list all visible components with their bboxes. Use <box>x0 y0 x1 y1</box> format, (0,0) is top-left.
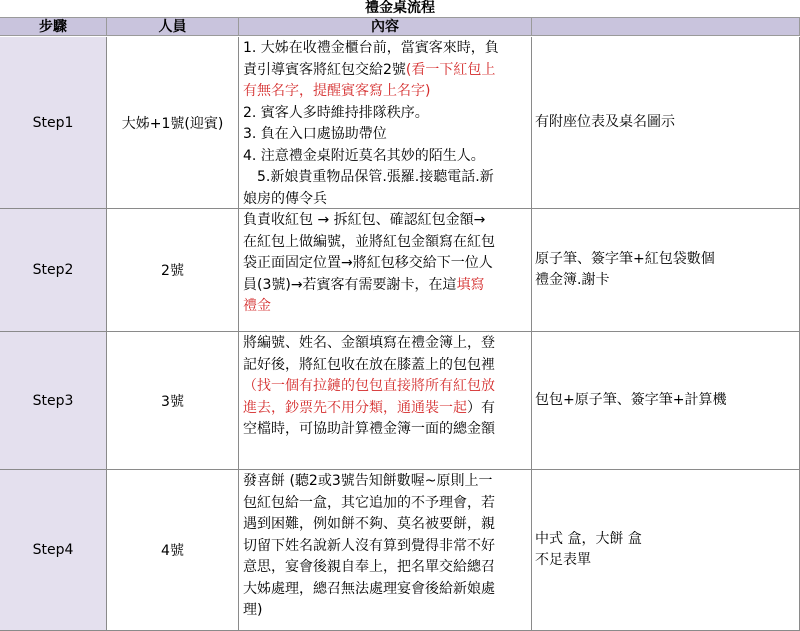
note-text <box>535 529 642 571</box>
content-line <box>243 146 529 168</box>
content-line <box>243 493 529 515</box>
step-cell: Step4 <box>0 470 107 631</box>
staff-cell: 大姊+1號(迎賓) <box>107 37 239 209</box>
sheet-title: 禮金桌流程 <box>0 0 800 18</box>
content-text: 發喜餅 (聽2或3號告知餅數喔~原則上一 <box>243 473 493 489</box>
content-line <box>243 419 529 441</box>
note-line: 原子筆、簽字筆+紅包袋數個 <box>535 251 715 267</box>
content-line <box>243 103 529 125</box>
content-text: (看一下紅包上 <box>405 61 496 78</box>
note-cell <box>532 209 800 332</box>
note-text <box>535 390 726 411</box>
content-text: 包紅包給一盒，其它追加的不予理會，若 <box>243 494 495 511</box>
content-text: 將編號、姓名、金額填寫在禮金簿上，登 <box>243 335 495 351</box>
content-text: 娘房的傳令兵 <box>243 190 327 207</box>
step-cell: Step2 <box>0 209 107 332</box>
content-cell <box>239 209 532 332</box>
content-line <box>243 167 529 189</box>
content-text: 在紅包上做編號，並將紅包金額寫在紅包 <box>243 233 495 250</box>
note-cell <box>532 37 800 209</box>
header-content: 內容 <box>239 18 532 36</box>
content-line <box>243 333 529 355</box>
content-text: 禮金 <box>243 298 271 314</box>
content-line <box>243 376 529 398</box>
note-text <box>535 249 715 291</box>
content-line <box>243 81 529 103</box>
content-text: 2. 賓客人多時維持排隊秩序。 <box>243 104 429 121</box>
content-cell <box>239 332 532 470</box>
content-text: 意思，宴會後親自奉上，把名單交給總召 <box>243 559 495 575</box>
content-text: （找一個有拉鏈的包包直接將所有紅包放 <box>243 378 495 394</box>
content-text: 3. 負在入口處協助帶位 <box>243 126 387 142</box>
content-text: 有無名字，提醒賓客寫上名字) <box>243 83 431 99</box>
step-cell: Step3 <box>0 332 107 470</box>
content-text: 1. 大姊在收禮金櫃台前，當賓客來時，負 <box>243 40 499 56</box>
content-text: 責引導賓客將紅包交給2號 <box>243 61 406 78</box>
content-line <box>243 514 529 536</box>
note-line: 不足表單 <box>535 552 591 568</box>
content-line <box>243 253 529 275</box>
note-cell <box>532 470 800 631</box>
content-text: 切留下姓名說新人沒有算到覺得非常不好 <box>243 537 495 554</box>
header-step: 步驟 <box>0 18 107 36</box>
content-text: 5.新娘貴重物品保管.張羅.接聽電話.新 <box>257 169 494 185</box>
content-text: 員(3號)→若賓客有需要謝卡，在這 <box>243 276 457 293</box>
content-line <box>243 275 529 297</box>
content-text: ）有 <box>467 399 495 416</box>
content-line <box>243 579 529 601</box>
content-cell <box>239 37 532 209</box>
content-text: 負責收紅包 → 拆紅包、確認紅包金額→ <box>243 212 486 228</box>
content-line <box>243 536 529 558</box>
content-line <box>243 38 529 60</box>
content-cell <box>239 470 532 631</box>
header-note <box>532 18 800 36</box>
content-text: 大姊處理，總召無法處理宴會後給新娘處 <box>243 580 495 597</box>
content-text: 進去，鈔票先不用分類，通通裝一起 <box>243 399 467 416</box>
content-line <box>243 210 529 232</box>
content-text: 填寫 <box>456 276 485 293</box>
content-text: 4. 注意禮金桌附近莫名其妙的陌生人。 <box>243 147 485 164</box>
note-line: 有附座位表及桌名圖示 <box>535 114 675 130</box>
content-line <box>243 124 529 146</box>
content-line <box>243 60 529 82</box>
content-text: 理) <box>243 602 263 618</box>
content-line <box>243 232 529 254</box>
content-line <box>243 189 529 211</box>
header-staff: 人員 <box>107 18 239 36</box>
content-line <box>243 398 529 420</box>
staff-cell: 4號 <box>107 470 239 631</box>
note-line: 包包+原子筆、簽字筆+計算機 <box>535 392 727 408</box>
content-text: 空檔時，可協助計算禮金簿一面的總金額 <box>243 421 495 437</box>
content-line <box>243 355 529 377</box>
content-line <box>243 600 529 622</box>
step-cell: Step1 <box>0 37 107 209</box>
content-line <box>243 471 529 493</box>
note-text <box>535 112 675 133</box>
staff-cell: 3號 <box>107 332 239 470</box>
content-line <box>243 557 529 579</box>
note-cell <box>532 332 800 470</box>
content-text: 遇到困難，例如餅不夠、莫名被要餅，親 <box>243 516 495 532</box>
content-text: 記好後，將紅包收在放在膝蓋上的包包裡 <box>243 356 495 373</box>
note-line: 禮金簿.謝卡 <box>535 272 610 288</box>
content-line <box>243 296 529 318</box>
note-line: 中式 盒，大餅 盒 <box>535 531 642 547</box>
staff-cell: 2號 <box>107 209 239 332</box>
content-text: 袋正面固定位置→將紅包移交給下一位人 <box>243 255 493 271</box>
